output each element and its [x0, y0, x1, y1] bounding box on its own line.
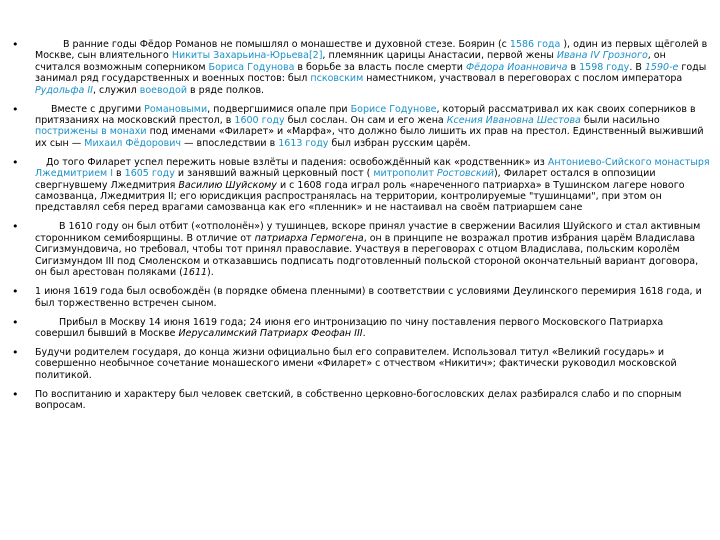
link-romanovs[interactable]: Романовыми	[144, 103, 208, 115]
text: и с 1608 года играл роль «нареченного патриарха» в Тушинском лагере нового самозванца, Лжедмитрия II; его юрисдикция распространялась на территории, контролируемые "тушинцами", при этом он представлял себя перед врагами самозванца как его «пленник» и не настаивал на своём патриаршем сане	[35, 179, 685, 214]
text: — впоследствии в	[181, 137, 279, 149]
link-boris-godunov[interactable]: Бориса Годунова	[208, 61, 295, 73]
text: В ранние годы Фёдор Романов не помышлял о монашестве и духовной стезе. Боярин (с	[63, 39, 510, 50]
text: годы занимал ряд государственных и военных постов: был	[35, 61, 707, 85]
text: .	[362, 327, 366, 339]
link-pskov[interactable]: псковским	[310, 73, 364, 85]
text: , служил	[92, 84, 140, 96]
text: , подвергшимися опале при	[207, 103, 351, 115]
link-fedor-ioannovich[interactable]: Фёдора Иоанновича	[466, 61, 568, 73]
text: был избран русским царём.	[328, 137, 471, 149]
bullet-release	[10, 286, 710, 309]
link-nikita-zakharin[interactable]: Никиты Захарьина-Юрьева	[171, 50, 309, 62]
bullet-rise-and-fall	[10, 157, 710, 214]
text: Будучи родителем государя, до конца жизни официально был его соправителем. Использовал титул «Великий государь» и совершенно необычное сочетание монашеского имени «Филарет» с отчеством «Никитич»; фактически руководил московской политикой.	[35, 346, 677, 381]
text: . В	[629, 61, 645, 73]
text: в	[567, 61, 580, 73]
bullet-1610	[10, 221, 710, 278]
bullet-early-years	[10, 39, 710, 96]
text: в	[113, 168, 125, 180]
year-1611: 1611	[182, 267, 208, 279]
text: До того Филарет успел пережить новые взлёты и падения: освобождённый как «родственник» из	[46, 156, 548, 168]
link-1590s[interactable]: 1590-е	[644, 61, 679, 73]
text: и занявший важный церковный пост (	[174, 168, 374, 180]
bullet-character	[10, 389, 710, 412]
text: был сослан. Он сам и его жена	[284, 115, 447, 127]
link-false-dmitry-i[interactable]: Лжедмитрием I	[35, 168, 114, 180]
text: в ряде полков.	[187, 84, 265, 96]
link-boris-godunov-2[interactable]: Борисе Годунове	[350, 103, 437, 115]
text: , он в принципе не возражал против избрания царём Владислава Сигизмундовича, но требовал, чтобы тот принял православие. Участвуя в переговорах с отцом Владислава, польским королём Сигизмундом III под Смоленском и отказавшись подписать подготовленный польской стороной окончательный вариант договора, он был арестован поляками (	[35, 232, 699, 279]
bullet-list	[10, 39, 710, 412]
text: Прибыл в Москву 14 июня 1619 года; 24 июня его интронизацию по чину поставления первого Московского Патриарха совершил бывший в Москве	[35, 316, 664, 339]
link-1598[interactable]: 1598 году	[579, 61, 630, 73]
patriarch-hermogenes: патриарха Гермогена	[254, 232, 364, 244]
text: под именами «Филарет» и «Марфа», что должно было лишить их прав на престол. Единственный выживший их сын —	[35, 126, 704, 149]
link-1605[interactable]: 1605 году	[124, 168, 175, 180]
link-ksenia-shestova[interactable]: Ксения Ивановна Шестова	[446, 115, 581, 127]
link-rostovsky[interactable]: Ростовский	[436, 168, 494, 180]
link-ivan-grozny[interactable]: Ивана IV Грозного	[556, 50, 648, 62]
bullet-exile	[10, 104, 710, 150]
bullet-arrival	[10, 317, 710, 340]
text: По воспитанию и характеру был человек светский, в собственно церковно-богословских делах разбирался слабо и по спорным вопросам.	[35, 388, 682, 412]
text: ), Филарет остался в оппозиции свергнувшему Лжедмитрия	[35, 168, 656, 191]
text: 1 июня 1619 года был освобождён (в порядке обмена пленными) в соответствии с условиями Деулинского перемирия 1618 года, и был торжественно встречен сыном.	[35, 286, 702, 309]
text: ).	[207, 267, 214, 279]
vasily-shuisky: Василию Шуйскому	[178, 179, 277, 191]
link-1586[interactable]: 1586 года	[509, 39, 561, 50]
patriarch-theophanes: Иерусалимский Патриарх Феофан III	[178, 327, 363, 339]
link-1613[interactable]: 1613 году	[278, 137, 329, 149]
link-siysky-monastery[interactable]: Антониево-Сийского монастыря	[547, 156, 710, 168]
text: В 1610 году он был отбит («отполонён») у тушинцев, вскоре принял участие в свержении Василия Шуйского и стал активным сторонником семибоярщины. В отличие от	[35, 221, 701, 244]
link-footnote-2[interactable]: [2]	[308, 50, 323, 62]
text: в борьбе за власть после смерти	[294, 61, 466, 73]
text: , который рассматривал их как своих соперников в притязаниях на московский престол, в	[35, 103, 696, 127]
link-1600[interactable]: 1600 году	[234, 115, 285, 127]
link-mikhail-fedorovich[interactable]: Михаил Фёдорович	[84, 137, 182, 149]
link-voevoda[interactable]: воеводой	[139, 84, 187, 96]
link-tonsure[interactable]: пострижены в монахи	[35, 126, 147, 138]
text: были насильно	[580, 115, 660, 127]
text: , он считался возможным соперником	[35, 50, 666, 73]
text: , племянник царицы Анастасии, первой жены	[322, 50, 557, 62]
link-metropolitan[interactable]: митрополит	[373, 168, 434, 180]
link-rudolf-ii[interactable]: Рудольфа II	[35, 84, 93, 96]
text: наместником, участвовал в переговорах с послом императора	[363, 73, 683, 85]
text: Вместе с другими	[51, 103, 145, 115]
bullet-co-ruler	[10, 347, 710, 381]
text: ), один из первых щёголей в Москве, сын влиятельного	[35, 39, 708, 62]
